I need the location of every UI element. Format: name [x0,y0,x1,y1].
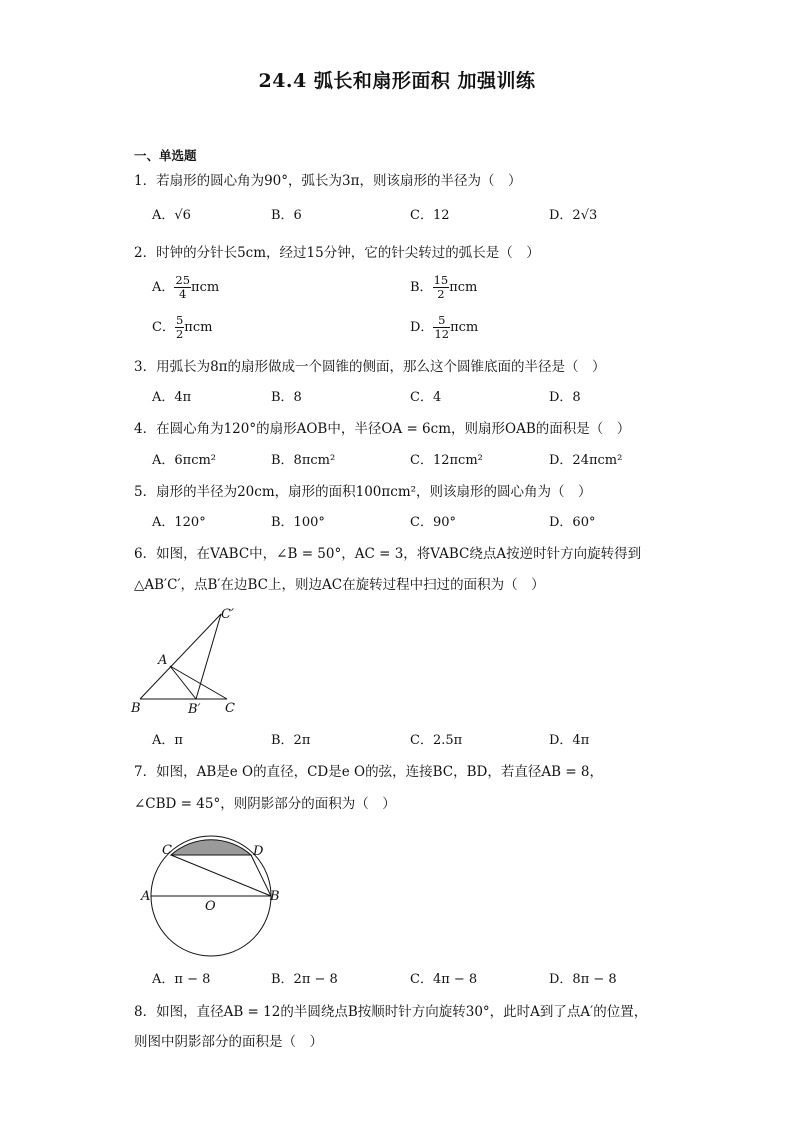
option-letter: B． [410,280,433,295]
fraction [174,274,191,301]
question-4-stem: 4．在圆心角为120°的扇形AOB中，半径OA = 6cm，则扇形OAB的面积是（ ） [134,421,631,437]
fraction-denominator: 2 [175,327,184,341]
label-c-prime: C′ [221,607,234,622]
question-7-circle-figure [138,832,288,962]
fraction-numerator: 25 [175,273,191,287]
shaded-segment [171,840,251,855]
segment-ab-prime [170,666,196,699]
question-7-option-b[interactable] [271,971,338,989]
option-text: C．12 [410,208,450,223]
fraction-numerator: 15 [433,273,449,287]
question-3-option-c[interactable] [410,389,441,407]
label-d: D [253,844,264,859]
option-text: C．2.5π [410,733,463,748]
question-7-option-c[interactable] [410,971,477,989]
option-text: C．4π − 8 [410,972,478,987]
option-text: D．8 [549,390,581,405]
question-4-option-c[interactable] [410,452,483,470]
label-b: B [270,889,280,904]
question-6-stem-line-1: 6．如图，在VABC中，∠B = 50°，AC = 3，将VABC绕点A按逆时针方向旋转得到 [134,546,642,562]
option-text: D．4π [549,733,590,748]
question-2-option-c[interactable] [152,314,212,341]
question-2-option-a[interactable] [152,274,219,301]
option-text: C．12πcm² [410,453,483,468]
option-text: A．√6 [152,208,191,223]
question-7-option-d[interactable] [549,971,617,989]
option-text: A．π − 8 [152,972,211,987]
label-c: C [162,843,172,858]
question-6-option-c[interactable] [410,732,462,750]
question-1-option-b[interactable] [271,207,302,225]
option-text: C．4 [410,390,442,405]
option-unit: πcm [450,320,479,335]
fraction [175,314,184,341]
question-7-stem-line-2: ∠CBD = 45°，则阴影部分的面积为（ ） [134,796,396,812]
option-text: A．π [152,733,183,748]
option-text: D．2√3 [549,208,598,223]
question-6-option-a[interactable] [152,732,183,750]
fraction [433,314,450,341]
question-4-option-d[interactable] [549,452,622,470]
option-text: D．60° [549,515,596,530]
option-text: B．8πcm² [271,453,336,468]
label-b-prime: B′ [188,702,201,717]
question-8-stem-line-2: 则图中阴影部分的面积是（ ） [134,1034,323,1050]
question-2-option-b[interactable] [410,274,477,301]
option-text: A．120° [152,515,206,530]
option-letter: D． [410,320,434,335]
question-5-option-c[interactable] [410,514,456,532]
option-text: B．8 [271,390,302,405]
question-2-option-d[interactable] [410,314,478,341]
question-1-option-c[interactable] [410,207,450,225]
segment-bd [251,855,271,896]
label-a: A [158,653,168,668]
question-1-option-d[interactable] [549,207,597,225]
question-4-option-a[interactable] [152,452,216,470]
question-3-option-d[interactable] [549,389,581,407]
question-5-stem: 5．扇形的半径为20cm，扇形的面积100πcm²，则该扇形的圆心角为（ ） [134,484,592,500]
question-5-option-d[interactable] [549,514,595,532]
question-6-triangle-figure [128,604,248,719]
fraction-denominator: 2 [437,287,445,301]
option-text: C．90° [410,515,456,530]
question-3-stem: 3．用弧长为8π的扇形做成一个圆锥的侧面，那么这个圆锥底面的半径是（ ） [134,359,606,375]
question-1-stem: 1．若扇形的圆心角为90°，弧长为3π，则该扇形的半径为（ ） [134,173,522,189]
option-letter: C． [152,320,175,335]
question-7-stem-line-1: 7．如图，AB是e O的直径，CD是e O的弦，连接BC，BD，若直径AB = 8， [134,764,604,780]
option-text: D．24πcm² [549,453,623,468]
question-1-option-a[interactable] [152,207,191,225]
label-a: A [141,889,151,904]
label-o: O [205,899,216,914]
fraction-numerator: 5 [175,313,184,327]
option-text: A．4π [152,390,192,405]
label-c: C [225,701,235,716]
question-6-option-b[interactable] [271,732,310,750]
question-7-option-a[interactable] [152,971,210,989]
fraction-numerator: 5 [433,314,450,328]
page-title: 24.4 弧长和扇形面积 加强训练 [258,70,536,92]
question-6-option-d[interactable] [549,732,589,750]
segment-ac [170,666,227,699]
option-text: D．8π − 8 [549,972,617,987]
fraction [433,274,450,301]
question-2-stem: 2．时钟的分针长5cm，经过15分钟，它的针尖转过的弧长是（ ） [134,245,540,261]
segment-bc [171,855,271,896]
option-unit: πcm [191,280,220,295]
option-unit: πcm [449,280,478,295]
question-3-option-b[interactable] [271,389,302,407]
question-5-option-a[interactable] [152,514,206,532]
fraction-denominator: 12 [434,327,450,341]
question-5-option-b[interactable] [271,514,325,532]
option-unit: πcm [184,320,213,335]
fraction-denominator: 4 [179,287,187,301]
question-4-option-b[interactable] [271,452,335,470]
option-letter: A． [152,280,175,295]
label-b: B [131,701,141,716]
option-text: B．2π [271,733,311,748]
section-heading: 一、单选题 [134,148,197,163]
option-text: B．6 [271,208,302,223]
question-3-option-a[interactable] [152,389,191,407]
option-text: A．6πcm² [152,453,217,468]
option-text: B．100° [271,515,325,530]
option-text: B．2π − 8 [271,972,338,987]
question-6-stem-line-2: △AB′C′，点B′在边BC上，则边AC在旋转过程中扫过的面积为（ ） [134,577,545,593]
question-8-stem-line-1: 8．如图，直径AB = 12的半圆绕点B按顺时针方向旋转30°，此时A到了点A′的位置， [134,1004,648,1020]
